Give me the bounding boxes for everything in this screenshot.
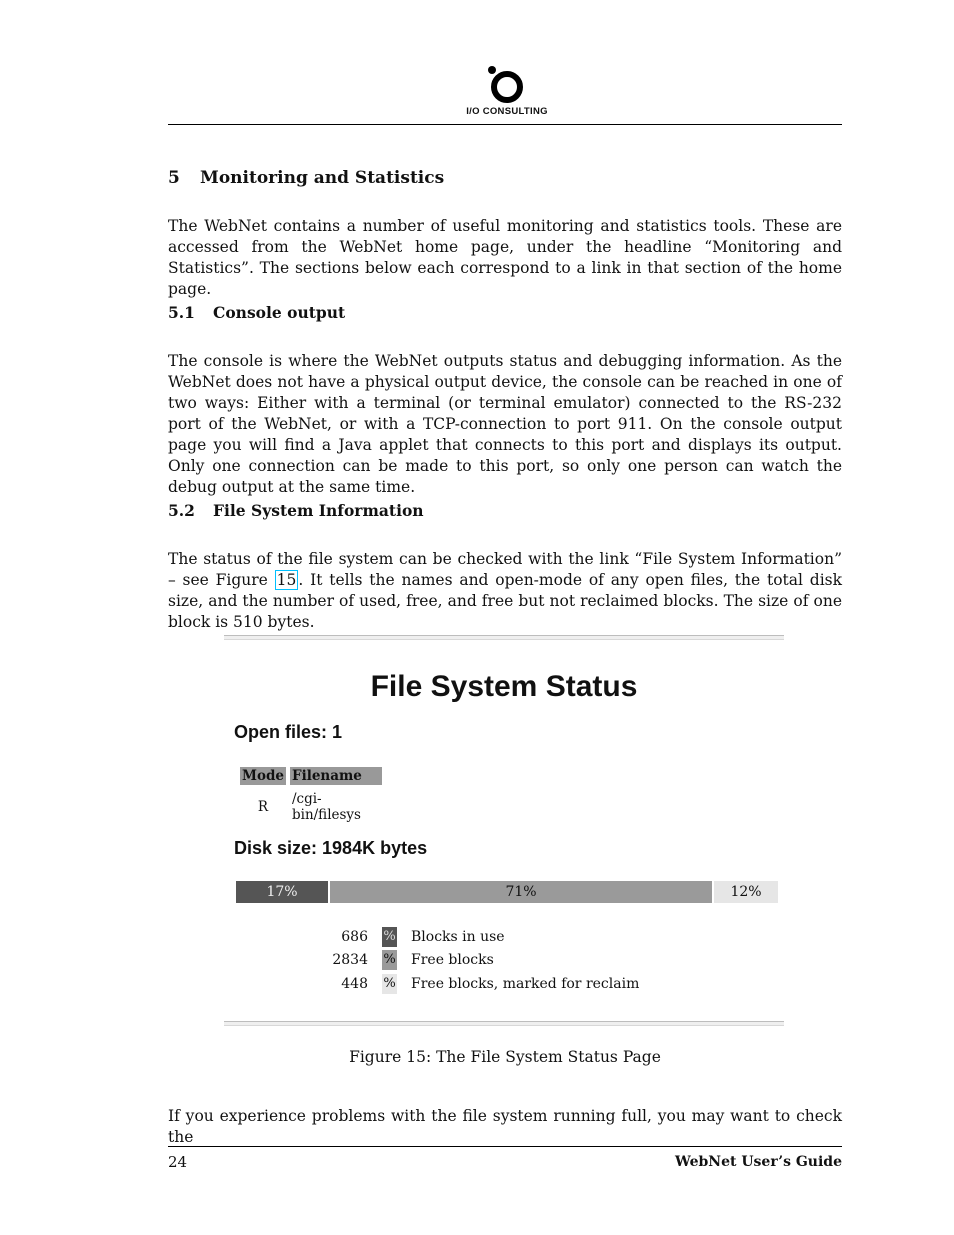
bar-segment-free: 71% xyxy=(330,881,712,903)
subsection-title: Console output xyxy=(213,303,346,322)
legend-row-used xyxy=(324,925,639,949)
open-files-table xyxy=(236,767,386,823)
filesystem-text-a: The status of the file system can be checked with the link “File System Information” – see Figure xyxy=(168,550,842,589)
filesystem-text-b: . It tells the names and open-mode of any open files, the total disk size, and the number of used, free, and free but not reclaimed blocks. The size of one block is 510 bytes. xyxy=(168,571,842,631)
io-logo-icon xyxy=(485,64,529,104)
open-files-heading: Open files: 1 xyxy=(234,722,343,742)
section-title: Monitoring and Statistics xyxy=(200,168,445,188)
legend-swatch: % xyxy=(382,927,397,947)
figure-top-rule xyxy=(224,635,784,640)
closing-text: If you experience problems with the file system running full, you may want to check the xyxy=(168,1107,842,1146)
legend-swatch: % xyxy=(382,950,397,970)
section-intro xyxy=(168,216,842,300)
legend-row-free xyxy=(324,949,639,973)
legend-row-reclaim xyxy=(324,972,639,996)
legend-swatch: % xyxy=(382,974,397,994)
section-number: 5 xyxy=(168,168,180,188)
legend-label: Blocks in use xyxy=(411,928,505,945)
disk-usage-bar xyxy=(236,881,778,903)
figure-caption: Figure 15: The File System Status Page xyxy=(349,1048,661,1066)
figure-bottom-rule xyxy=(224,1021,784,1026)
subsection-title: File System Information xyxy=(213,501,424,520)
header-rule xyxy=(168,124,842,125)
cell-filename: /cgi-bin/filesys xyxy=(291,791,361,823)
legend-count: 2834 xyxy=(332,952,368,969)
console-text: The console is where the WebNet outputs status and debugging information. As the WebNet does not have a physical output device, the console can be reached in one of two ways: Either with a terminal (or terminal emulator) connected to the RS-232 port of the WebNet, or with a TCP-connection to port 911. On the console output page you will find a Java applet that connects to this port and displays its output. Only one connection can be made to this port, so only one person can watch the debug output at the same time. xyxy=(168,352,842,496)
disk-size-heading: Disk size: 1984K bytes xyxy=(234,838,428,858)
subsection-number: 5.1 xyxy=(168,303,195,322)
figure-file-system-status xyxy=(224,635,784,1025)
bar-segment-used: 17% xyxy=(236,881,328,903)
closing-paragraph xyxy=(168,1106,842,1148)
footer-rule xyxy=(168,1146,842,1147)
section-heading xyxy=(168,168,842,188)
figure-reference-link[interactable]: 15 xyxy=(276,571,297,589)
figure-title: File System Status xyxy=(370,670,638,703)
subsection-number: 5.2 xyxy=(168,501,195,520)
filesystem-paragraph xyxy=(168,549,842,633)
page-number: 24 xyxy=(168,1153,188,1171)
intro-paragraph: The WebNet contains a number of useful monitoring and statistics tools. These are accessed from the WebNet home page, under the headline “Monitoring and Statistics”. The sections below each correspond to a link in that section of the home page. xyxy=(168,217,842,298)
legend-count: 686 xyxy=(341,928,368,945)
bar-segment-reclaim: 12% xyxy=(714,881,778,903)
subsection-1-heading xyxy=(168,303,842,322)
cell-mode: R xyxy=(257,799,269,815)
footer-doc-title: WebNet User’s Guide xyxy=(675,1154,842,1170)
table-header-mode: Mode xyxy=(242,768,284,784)
table-row xyxy=(240,785,382,823)
disk-usage-legend xyxy=(324,925,639,996)
legend-label: Free blocks, marked for reclaim xyxy=(411,975,640,992)
legend-count: 448 xyxy=(341,975,368,992)
logo-text: I/O CONSULTING xyxy=(466,106,548,117)
company-logo xyxy=(462,64,552,117)
subsection-2-heading xyxy=(168,501,842,520)
legend-label: Free blocks xyxy=(411,952,494,969)
table-header-filename: Filename xyxy=(290,767,382,785)
console-paragraph xyxy=(168,351,842,498)
